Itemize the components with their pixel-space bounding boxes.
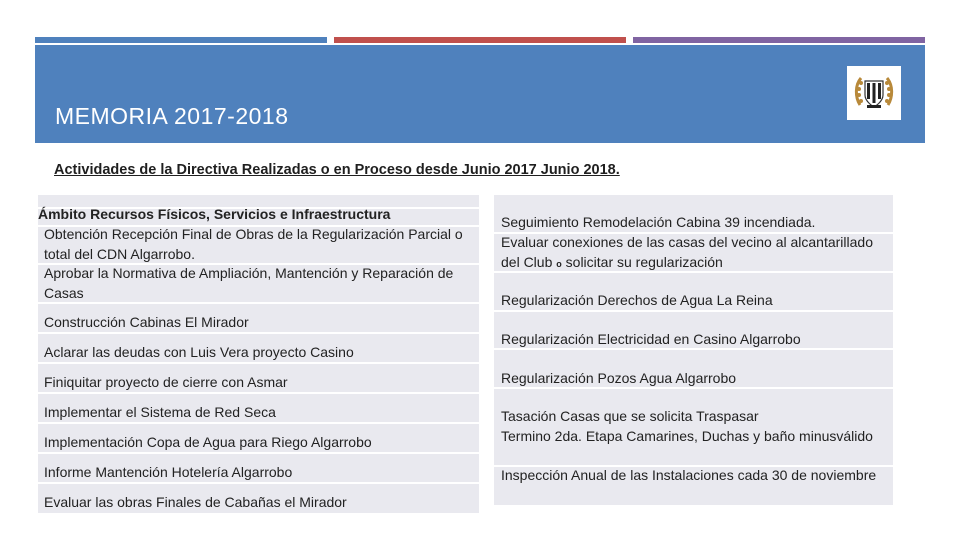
list-item-text: solicitar su regularización [565,253,723,270]
list-item: Implementar el Sistema de Red Seca [44,404,276,420]
list-item: Construcción Cabinas El Mirador [44,314,249,330]
list-item-text: o [556,258,562,269]
section-heading: Ámbito Recursos Físicos, Servicios e Infraestructura [38,206,391,222]
list-item: Implementación Copa de Agua para Riego Algarrobo [44,434,372,450]
list-item: Aprobar la Normativa de Ampliación, Mantención y Reparación de Casas [44,265,454,301]
list-item: Evaluar las obras Finales de Cabañas el Mirador [44,494,347,510]
title-banner [35,45,925,143]
list-item: Inspección Anual de las Instalaciones cada 30 de noviembre [501,467,877,483]
list-item [501,233,886,274]
list-item: Seguimiento Remodelación Cabina 39 incendiada. [501,214,816,230]
list-item: Regularización Pozos Agua Algarrobo [501,370,737,386]
accent-bar-purple [633,37,925,43]
list-item: Termino 2da. Etapa Camarines, Duchas y baño minusválido [501,428,873,444]
list-item: Tasación Casas que se solicita Traspasar [501,408,759,424]
list-item: Finiquitar proyecto de cierre con Asmar [44,374,288,390]
section-subtitle: Actividades de la Directiva Realizadas o en Proceso desde Junio 2017 Junio 2018. [54,162,620,178]
list-item-text: Evaluar conexiones de las casas del vecino al alcantarillado del Club [501,234,873,270]
list-item: Obtención Recepción Final de Obras de la Regularización Parcial o total del CDN Algarrobo. [44,226,463,262]
list-item: Regularización Derechos de Agua La Reina [501,292,773,308]
list-item: Aclarar las deudas con Luis Vera proyecto Casino [44,344,354,360]
accent-bar-red [334,37,626,43]
left-activity-panel [38,195,479,513]
page-title: MEMORIA 2017-2018 [55,103,289,129]
club-crest-graphic [852,71,896,115]
list-item: Regularización Electricidad en Casino Algarrobo [501,331,801,347]
accent-bar-blue [35,37,327,43]
list-item: Informe Mantención Hotelería Algarrobo [44,464,293,480]
right-activity-panel [494,195,893,505]
club-crest-icon [847,66,901,120]
